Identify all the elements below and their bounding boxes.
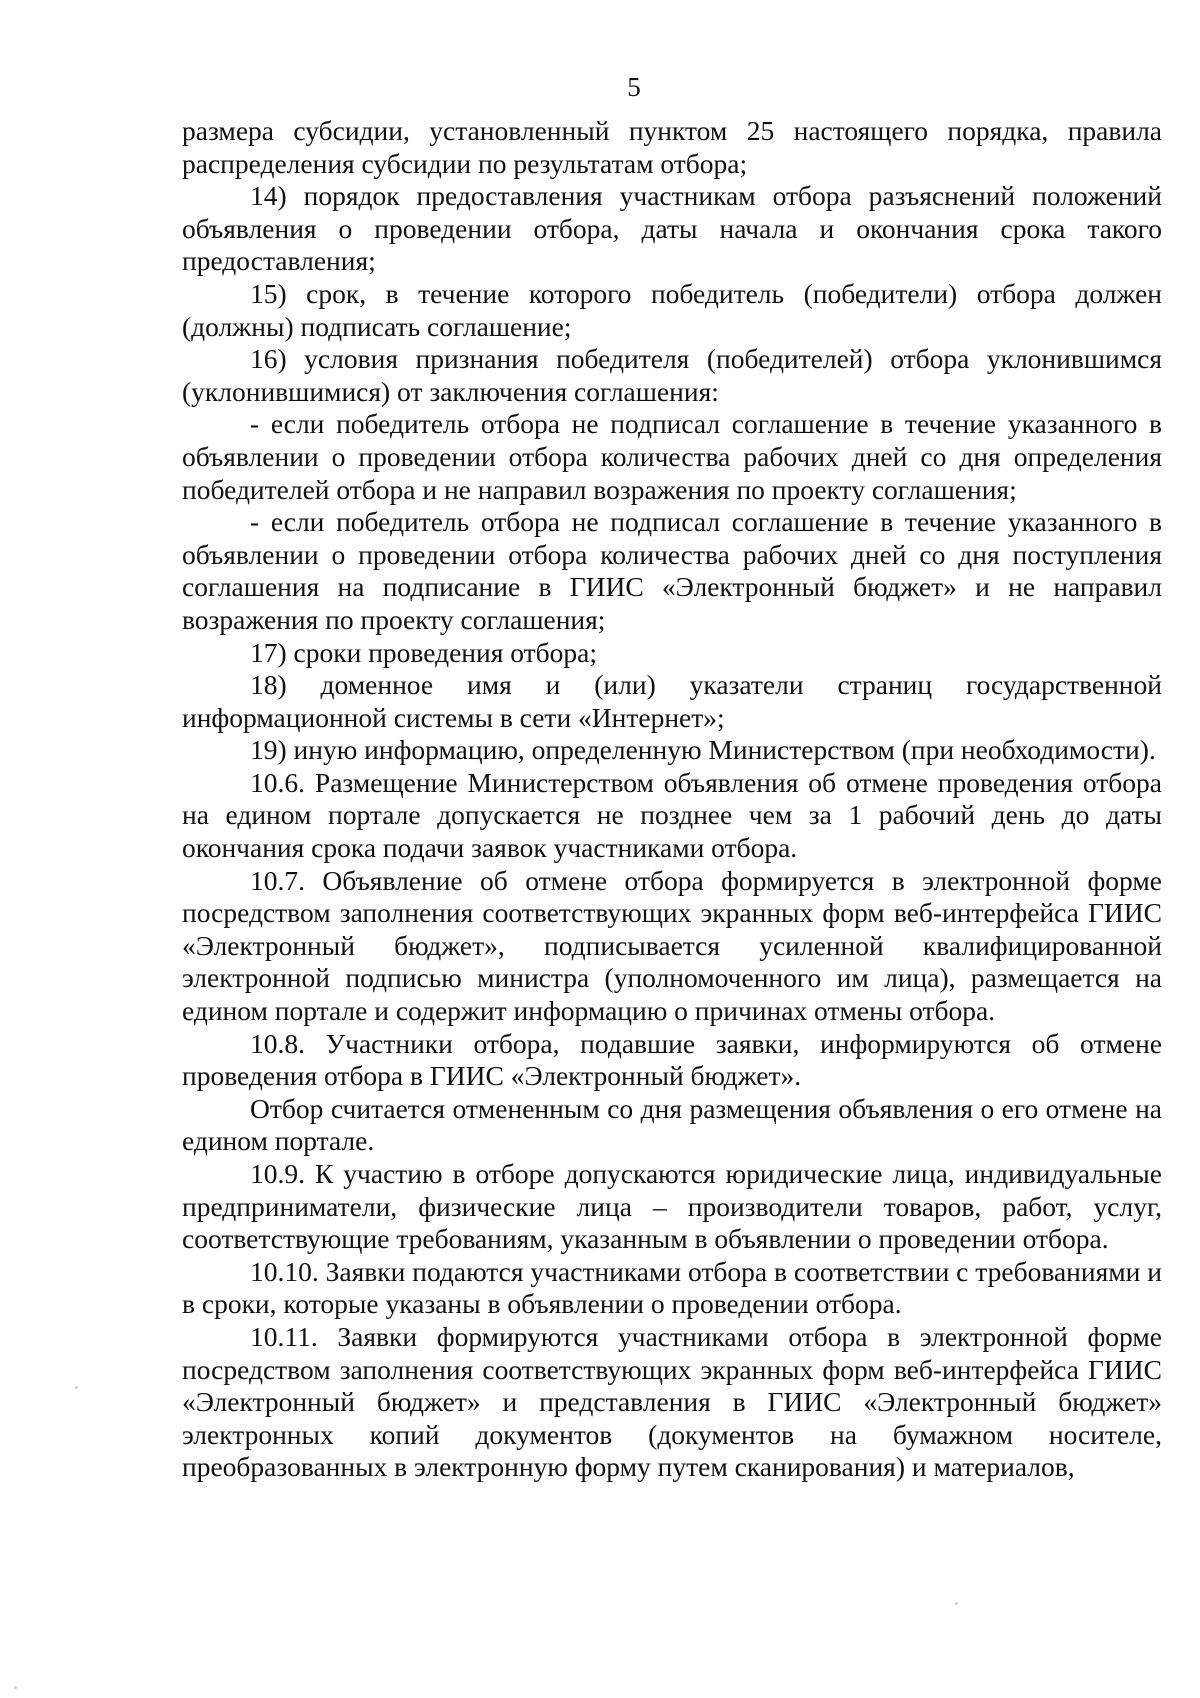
scan-speck — [75, 1386, 78, 1389]
paragraph-10-9: 10.9. К участию в отборе допускаются юридические лица, индивидуальные предприниматели, физические лица – производители товаров, работ, услуг, соответствующие требованиям, указанным в объявлении о проведении отбора. — [182, 1158, 1162, 1255]
paragraph-10-8-note: Отбор считается отмененным со дня размещения объявления о его отмене на едином портале. — [182, 1092, 1162, 1157]
paragraph-10-11: 10.11. Заявки формируются участниками отбора в электронной форме посредством заполнения соответствующих экранных форм веб-интерфейса ГИИС «Электронный бюджет» и представления в ГИИС «Электронный бюджет» электронных копий документов (документов на бумажном носителе, преобразованных в электронную форму путем сканирования) и материалов, — [182, 1320, 1162, 1483]
paragraph-10-6: 10.6. Размещение Министерством объявления об отмене проведения отбора на едином портале допускается не позднее чем за 1 рабочий день до даты окончания срока подачи заявок участниками отбора. — [182, 766, 1162, 864]
paragraph-continuation: размера субсидии, установленный пунктом 25 настоящего порядка, правила распределения субсидии по результатам отбора; — [182, 115, 1162, 179]
paragraph-item-15: 15) срок, в течение которого победитель (победители) отбора должен (должны) подписать соглашение; — [182, 277, 1162, 342]
paragraph-item-17: 17) сроки проведения отбора; — [250, 636, 597, 668]
paragraph-10-8: 10.8. Участники отбора, подавшие заявки, информируются об отмене проведения отбора в ГИИС «Электронный бюджет». — [182, 1027, 1162, 1092]
paragraph-item-16: 16) условия признания победителя (победителей) отбора уклонившимся (уклонившимися) от заключения соглашения: — [182, 343, 1162, 407]
scan-speck — [14, 1686, 17, 1689]
paragraph-10-7: 10.7. Объявление об отмене отбора формируется в электронной форме посредством заполнения соответствующих экранных форм веб-интерфейса ГИИС «Электронный бюджет», подписывается усиленной квалифицированной электронной подписью министра (уполномоченного им лица), размещается на едином портале и содержит информацию о причинах отмены отбора. — [182, 864, 1162, 1027]
scan-speck — [955, 1602, 958, 1605]
paragraph-item-18: 18) доменное имя и (или) указатели страниц государственной информационной системы в сети «Интернет»; — [182, 669, 1162, 733]
paragraph-item-16-bullet-1: - если победитель отбора не подписал соглашение в течение указанного в объявлении о проведении отбора количества рабочих дней со дня определения победителей отбора и не направил возражения по проекту соглашения; — [182, 408, 1162, 505]
paragraph-item-16-bullet-2: - если победитель отбора не подписал соглашение в течение указанного в объявлении о проведении отбора количества рабочих дней со дня поступления соглашения на подписание в ГИИС «Электронный бюджет» и не направил возражения по проекту соглашения; — [182, 506, 1162, 635]
page-number: 5 — [627, 72, 641, 102]
paragraph-10-10: 10.10. Заявки подаются участниками отбора в соответствии с требованиями и в сроки, которые указаны в объявлении о проведении отбора. — [182, 1255, 1162, 1320]
paragraph-item-14: 14) порядок предоставления участникам отбора разъяснений положений объявления о проведении отбора, даты начала и окончания срока такого предоставления; — [182, 180, 1162, 277]
paragraph-item-19: 19) иную информацию, определенную Министерством (при необходимости). — [250, 734, 1156, 766]
document-body — [182, 115, 1162, 1484]
